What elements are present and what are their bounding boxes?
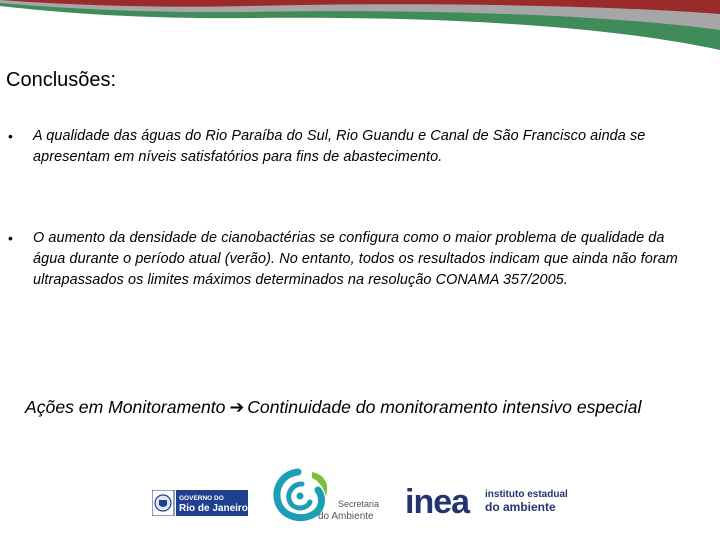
monitoring-summary xyxy=(25,394,641,420)
header-swoosh-decoration xyxy=(0,0,720,60)
logo-strip xyxy=(0,462,720,532)
rj-logo-line1: GOVERNO DO xyxy=(179,495,224,502)
bullet-text: A qualidade das águas do Rio Paraíba do Sul, Rio Guandu e Canal de São Francisco ainda se apresentam em níveis satisfatórios para fins de abastecimento. xyxy=(33,128,646,165)
inea-wordmark: inea xyxy=(405,483,470,520)
bullet-text: O aumento da densidade de cianobactérias se configura como o maior problema de qualidade da água durante o período atual (verão). No entanto, todos os resultados indicam que ainda não foram ultrapassados os limites máximos determinados na resolução CONAMA 357/2005. xyxy=(33,230,678,288)
sea-logo-line1: Secretaria xyxy=(338,499,380,509)
inea-logo xyxy=(405,480,575,520)
bullet-marker: • xyxy=(8,128,13,144)
arrow-right-icon: ➔ xyxy=(229,397,245,417)
inea-logo-line2: do ambiente xyxy=(485,500,556,514)
governo-rio-de-janeiro-logo xyxy=(152,490,248,516)
inea-logo-line1: instituto estadual xyxy=(485,489,568,500)
secretaria-do-ambiente-logo xyxy=(272,468,392,524)
sea-logo-line2: do Ambiente xyxy=(318,511,374,522)
summary-left-text: Ações em Monitoramento xyxy=(25,397,226,417)
summary-right-text: Continuidade do monitoramento intensivo especial xyxy=(247,397,642,417)
slide-title: Conclusões: xyxy=(6,69,117,91)
rj-logo-line2: Rio de Janeiro xyxy=(179,503,248,514)
bullet-marker: • xyxy=(8,230,13,246)
